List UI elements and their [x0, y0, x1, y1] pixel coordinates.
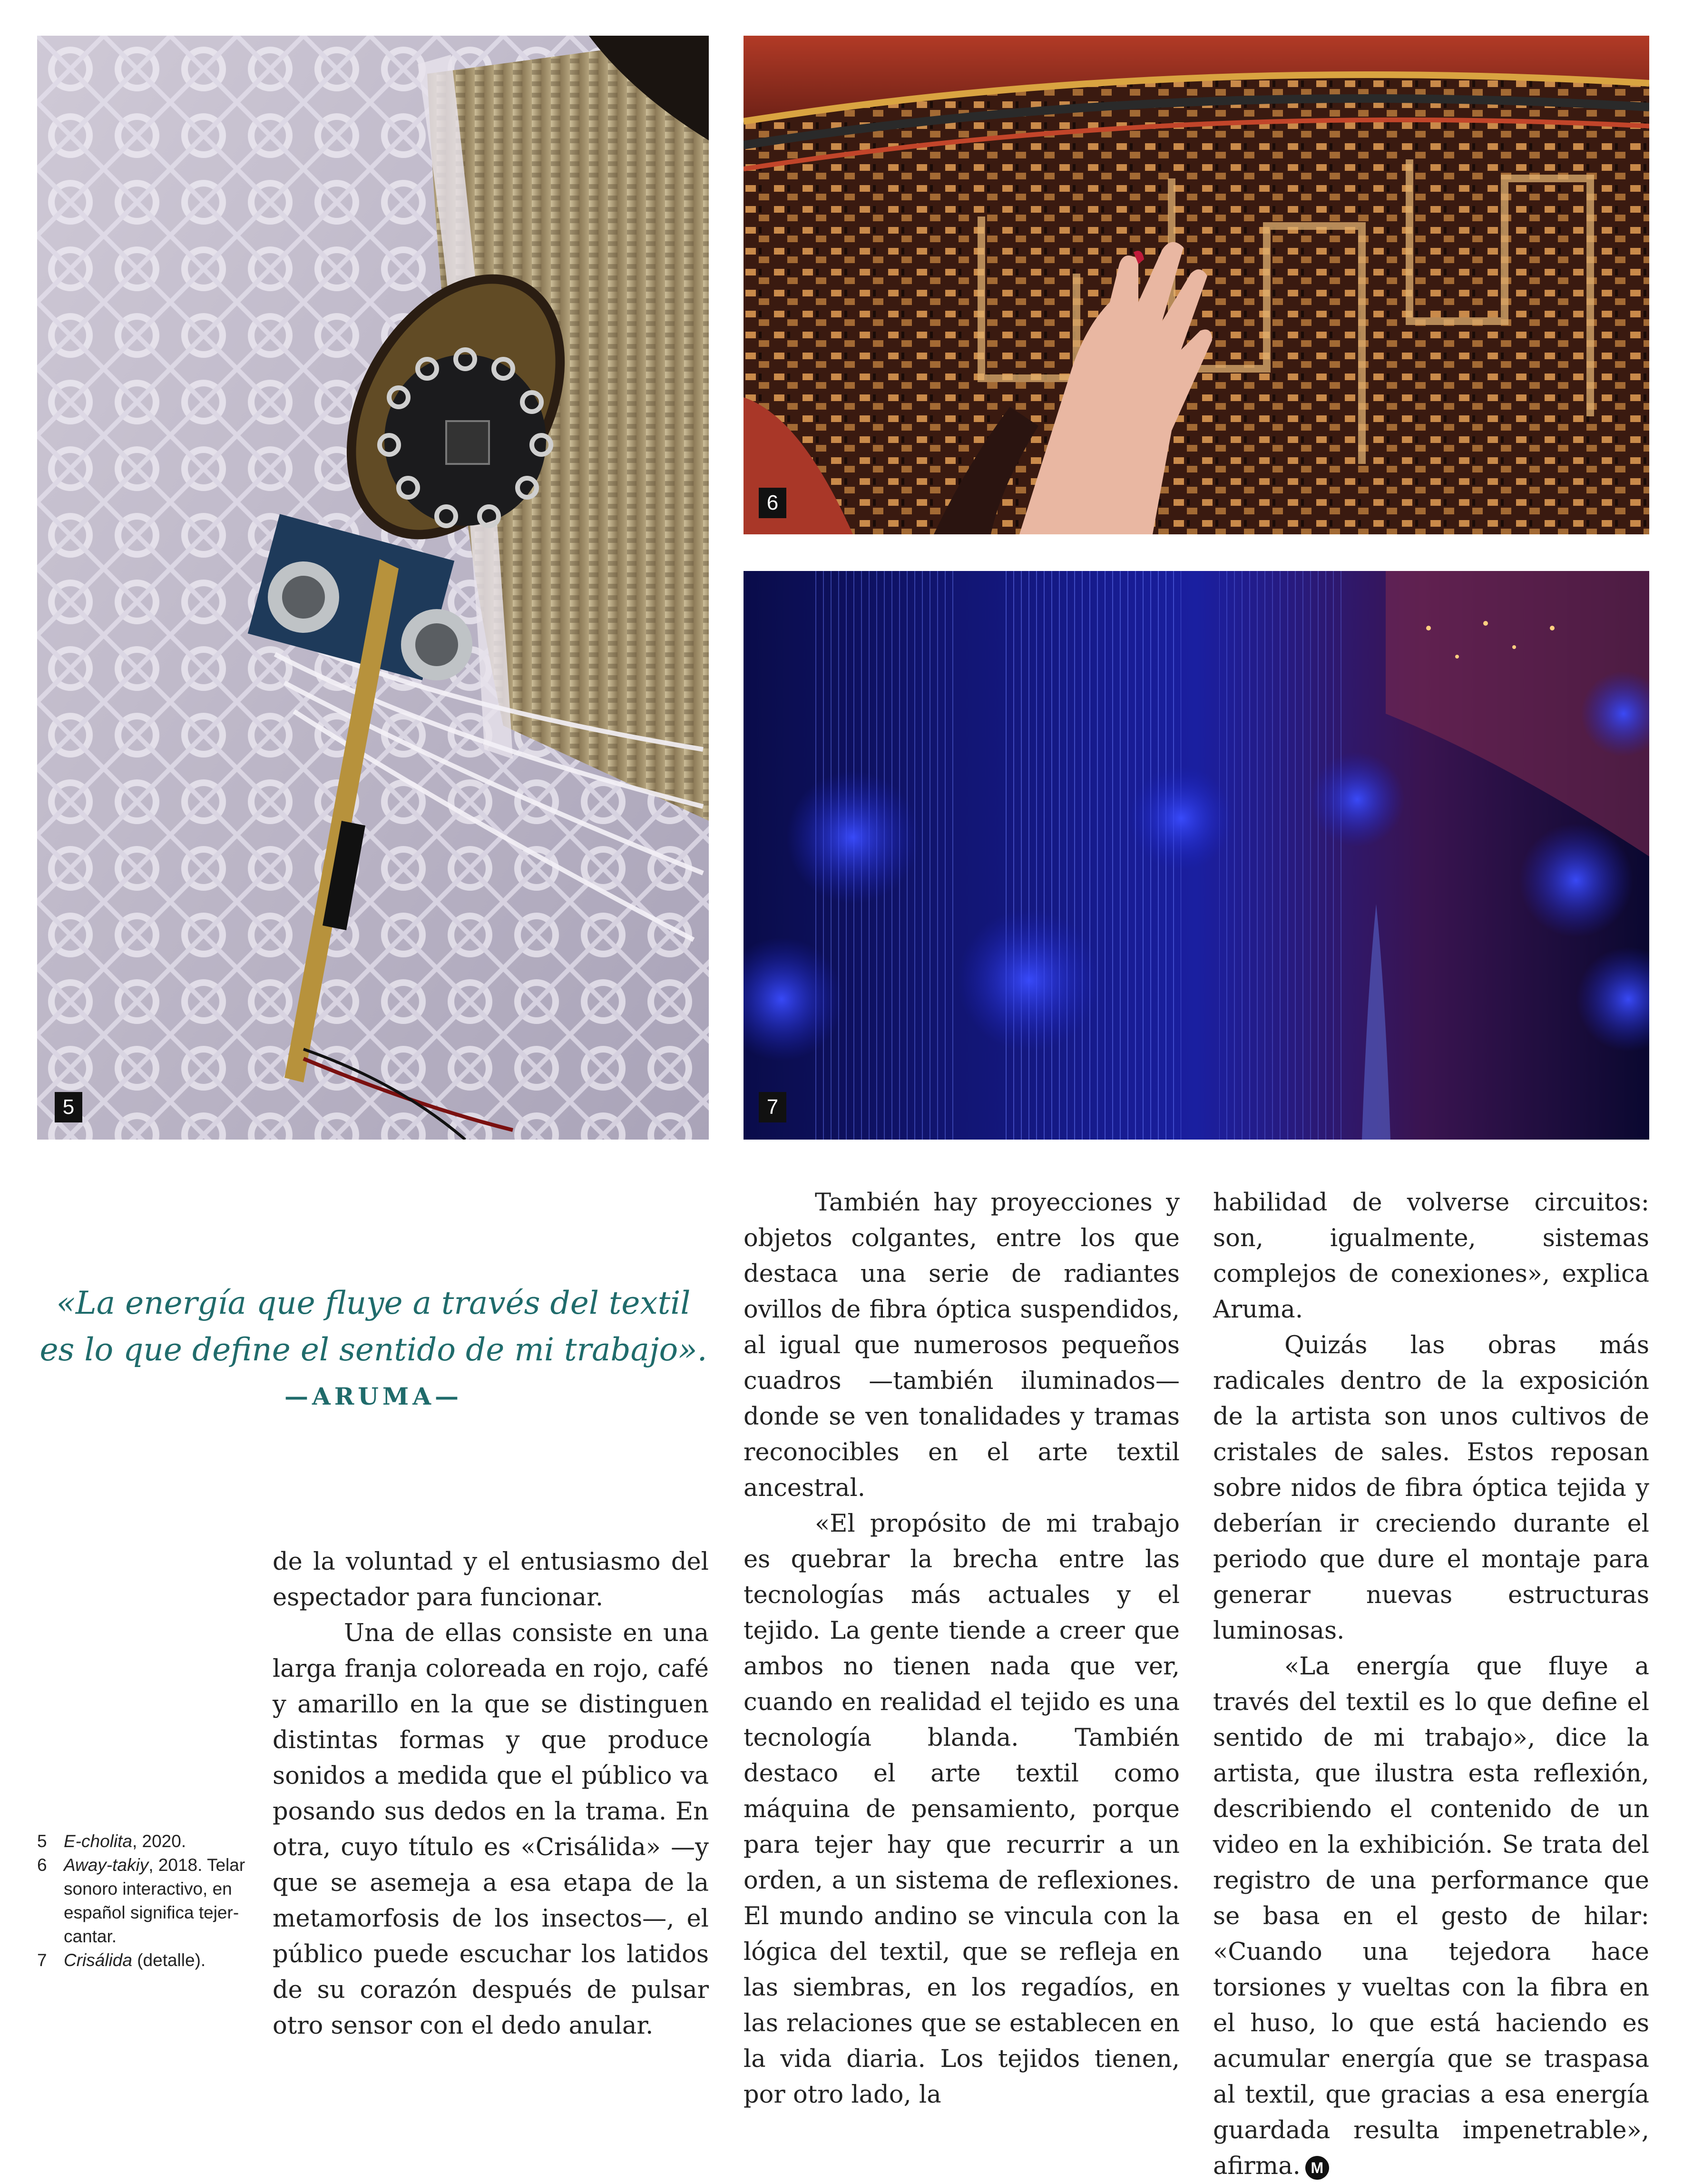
end-mark-icon: M [1305, 2156, 1329, 2180]
paragraph: Quizás las obras más radicales dentro de la exposición de la artista son unos cultivos de cristales de sales. Estos reposan sobre nidos de fibra óptica tejida y deberían ir creciendo durante el periodo que dure el montaje para generar nuevas estructuras luminosas. [1213, 1331, 1649, 1645]
paragraph: También hay proyecciones y objetos colgantes, entre los que destaca una serie de radiantes ovillos de fibra óptica suspendidos, al igual que numerosos pequeños cuadros —también iluminados— donde se ven tonalidades y tramas reconocibles en el arte textil ancestral. [744, 1189, 1180, 1502]
paragraph: habilidad de volverse circuitos: son, igualmente, sistemas complejos de conexiones», explica Aruma. [1213, 1189, 1649, 1324]
caption: 7 Crisálida (detalle). [37, 1950, 206, 1970]
photo-crisalida [744, 571, 1649, 1140]
figure-number: 5 [55, 1092, 82, 1122]
paragraph: de la voluntad y el entusiasmo del espectador para funcionar. [273, 1548, 709, 1612]
figure-number: 6 [759, 488, 786, 518]
photo-e-cholita [37, 36, 709, 1140]
figure-number: 7 [759, 1092, 786, 1122]
caption: 6 Away-takiy, 2018. Telar sonoro interactivo, en español significa tejer-cantar. [37, 1855, 245, 1946]
caption: 5 E-cholita, 2020. [37, 1831, 186, 1851]
pull-quote: «La energía que fluye a través del textil es lo que define el sentido de mi trabajo». [39, 1285, 707, 1368]
paragraph: «La energía que fluye a través del textil es lo que define el sentido de mi trabajo», dice la artista, que ilustra esta reflexión, describiendo el contenido de un video en la exhibición. Se trata del registro de una performance que se basa en el gesto de hilar: «Cuando una tejedora hace torsiones y vueltas con la fibra en el huso, lo que está haciendo es acumular energía que se traspasa al textil, que gracias a esa energía guardada resulta impenetrable», afirma. M [1213, 1653, 1649, 2180]
photo-away-takiy [744, 36, 1649, 534]
figure-captions [37, 1830, 246, 1972]
pull-quote-author: —ARUMA— [284, 1382, 463, 1410]
paragraph: Una de ellas consiste en una larga franja coloreada en rojo, café y amarillo en la que se distinguen distintas formas y que produce sonidos a medida que el público va posando sus dedos en la trama. En otra, cuyo título es «Crisálida» —y que se asemeja a esa etapa de la metamorfosis de los insectos—, el público puede escuchar los latidos de su corazón después de pulsar otro sensor con el dedo anular. [273, 1619, 709, 2040]
body-column-1 [273, 1544, 709, 2044]
paragraph: «El propósito de mi trabajo es quebrar la brecha entre las tecnologías más actuales y el tejido. La gente tiende a creer que ambos no tienen nada que ver, cuando en realidad el tejido es una tecnología blanda. También destaco el arte textil como máquina de pensamiento, porque para tejer hay que recurrir a un orden, a un sistema de reflexiones. El mundo andino se vincula con la lógica del textil, que se refleja en las siembras, en los regadíos, en las relaciones que se establecen en la vida diaria. Los tejidos tienen, por otro lado, la [744, 1510, 1180, 2109]
body-column-3 [1213, 1185, 1649, 2184]
body-column-2 [744, 1185, 1180, 2113]
